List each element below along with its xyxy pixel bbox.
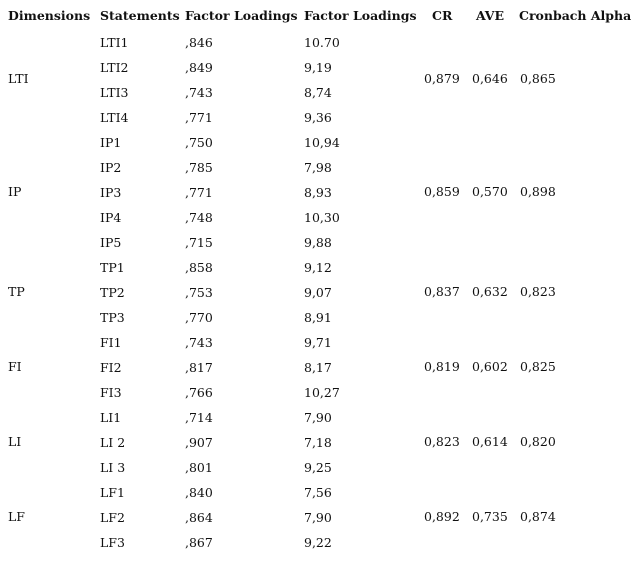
statement-cell: IP3 bbox=[100, 185, 122, 200]
ave-value-ip: 0,570 bbox=[472, 184, 508, 199]
table-row bbox=[0, 308, 641, 333]
factor-loading-cell: ,867 bbox=[185, 535, 213, 550]
header-dimensions: Dimensions bbox=[8, 8, 91, 23]
dimension-label-lf: LF bbox=[8, 509, 25, 524]
alpha-value-lti: 0,865 bbox=[520, 71, 556, 86]
dimension-label-li: LI bbox=[8, 434, 22, 449]
table-row bbox=[0, 333, 641, 358]
table-row bbox=[0, 408, 641, 433]
header-ave: AVE bbox=[476, 8, 505, 23]
statement-cell: LI 3 bbox=[100, 460, 126, 475]
factor-loading-2-cell: 9,22 bbox=[304, 535, 332, 550]
cr-value-tp: 0,837 bbox=[424, 284, 460, 299]
factor-loading-cell: ,753 bbox=[185, 285, 213, 300]
statement-cell: LTI2 bbox=[100, 60, 129, 75]
factor-loading-cell: ,766 bbox=[185, 385, 213, 400]
cr-value-lf: 0,892 bbox=[424, 509, 460, 524]
statement-cell: LTI3 bbox=[100, 85, 129, 100]
factor-loading-cell: ,748 bbox=[185, 210, 213, 225]
cr-value-fi: 0,819 bbox=[424, 359, 460, 374]
table-row bbox=[0, 83, 641, 108]
ave-value-lf: 0,735 bbox=[472, 509, 508, 524]
statement-cell: TP1 bbox=[100, 260, 125, 275]
factor-loading-2-cell: 9,36 bbox=[304, 110, 332, 125]
factor-loading-cell: ,849 bbox=[185, 60, 213, 75]
alpha-value-ip: 0,898 bbox=[520, 184, 556, 199]
factor-loading-2-cell: 9,07 bbox=[304, 285, 332, 300]
ave-value-fi: 0,602 bbox=[472, 359, 508, 374]
cr-value-lti: 0,879 bbox=[424, 71, 460, 86]
factor-loading-2-cell: 9,19 bbox=[304, 60, 332, 75]
statement-cell: LTI1 bbox=[100, 35, 129, 50]
table-header bbox=[0, 8, 641, 28]
factor-loading-2-cell: 9,12 bbox=[304, 260, 332, 275]
factor-loading-2-cell: 8,17 bbox=[304, 360, 332, 375]
cr-value-li: 0,823 bbox=[424, 434, 460, 449]
factor-loading-cell: ,858 bbox=[185, 260, 213, 275]
factor-loading-2-cell: 9,88 bbox=[304, 235, 332, 250]
table-row bbox=[0, 208, 641, 233]
factor-loading-2-cell: 7,56 bbox=[304, 485, 332, 500]
header-statements: Statements bbox=[100, 8, 180, 23]
table-row bbox=[0, 533, 641, 558]
table-row bbox=[0, 158, 641, 183]
ave-value-lti: 0,646 bbox=[472, 71, 508, 86]
factor-loading-2-cell: 7,18 bbox=[304, 435, 332, 450]
table-row bbox=[0, 33, 641, 58]
factor-loading-2-cell: 8,74 bbox=[304, 85, 332, 100]
header-cronbach-alpha: Cronbach Alpha bbox=[519, 8, 632, 23]
header-factor-loadings-2: Factor Loadings bbox=[304, 8, 417, 23]
factor-loading-cell: ,771 bbox=[185, 110, 213, 125]
factor-loading-cell: ,907 bbox=[185, 435, 213, 450]
ave-value-li: 0,614 bbox=[472, 434, 508, 449]
dimension-label-ip: IP bbox=[8, 184, 22, 199]
statement-cell: LF2 bbox=[100, 510, 125, 525]
statement-cell: FI2 bbox=[100, 360, 122, 375]
cr-value-ip: 0,859 bbox=[424, 184, 460, 199]
factor-loading-cell: ,785 bbox=[185, 160, 213, 175]
table-row bbox=[0, 258, 641, 283]
statement-cell: LI1 bbox=[100, 410, 122, 425]
factor-loading-cell: ,770 bbox=[185, 310, 213, 325]
factor-loading-2-cell: 9,25 bbox=[304, 460, 332, 475]
statement-cell: IP2 bbox=[100, 160, 122, 175]
statement-cell: FI3 bbox=[100, 385, 122, 400]
statement-cell: LI 2 bbox=[100, 435, 126, 450]
factor-loading-cell: ,743 bbox=[185, 85, 213, 100]
statement-cell: IP4 bbox=[100, 210, 122, 225]
statement-cell: LF1 bbox=[100, 485, 125, 500]
factor-loading-cell: ,743 bbox=[185, 335, 213, 350]
factor-loading-cell: ,750 bbox=[185, 135, 213, 150]
factor-loading-2-cell: 10,30 bbox=[304, 210, 340, 225]
alpha-value-fi: 0,825 bbox=[520, 359, 556, 374]
factor-loading-cell: ,771 bbox=[185, 185, 213, 200]
header-factor-loadings-1: Factor Loadings bbox=[185, 8, 298, 23]
table-row bbox=[0, 458, 641, 483]
statement-cell: TP3 bbox=[100, 310, 125, 325]
factor-loading-2-cell: 7,90 bbox=[304, 410, 332, 425]
dimension-label-fi: FI bbox=[8, 359, 22, 374]
dimension-label-lti: LTI bbox=[8, 71, 29, 86]
factor-loading-2-cell: 8,93 bbox=[304, 185, 332, 200]
factor-loading-2-cell: 7,98 bbox=[304, 160, 332, 175]
table-row bbox=[0, 233, 641, 258]
factor-loading-cell: ,840 bbox=[185, 485, 213, 500]
factor-loading-2-cell: 10,27 bbox=[304, 385, 340, 400]
ave-value-tp: 0,632 bbox=[472, 284, 508, 299]
factor-loading-2-cell: 8,91 bbox=[304, 310, 332, 325]
factor-loading-cell: ,801 bbox=[185, 460, 213, 475]
statement-cell: IP1 bbox=[100, 135, 122, 150]
factor-loading-cell: ,864 bbox=[185, 510, 213, 525]
table-row bbox=[0, 133, 641, 158]
table-row bbox=[0, 483, 641, 508]
factor-loading-cell: ,715 bbox=[185, 235, 213, 250]
factor-loading-2-cell: 9,71 bbox=[304, 335, 332, 350]
factor-loading-2-cell: 7,90 bbox=[304, 510, 332, 525]
factor-loading-2-cell: 10.70 bbox=[304, 35, 340, 50]
dimension-label-tp: TP bbox=[8, 284, 25, 299]
factor-loading-cell: ,846 bbox=[185, 35, 213, 50]
alpha-value-li: 0,820 bbox=[520, 434, 556, 449]
statement-cell: LF3 bbox=[100, 535, 125, 550]
statement-cell: LTI4 bbox=[100, 110, 129, 125]
statement-cell: FI1 bbox=[100, 335, 122, 350]
statement-cell: IP5 bbox=[100, 235, 122, 250]
alpha-value-tp: 0,823 bbox=[520, 284, 556, 299]
factor-loading-cell: ,714 bbox=[185, 410, 213, 425]
statement-cell: TP2 bbox=[100, 285, 125, 300]
alpha-value-lf: 0,874 bbox=[520, 509, 556, 524]
table-row bbox=[0, 108, 641, 133]
table-row bbox=[0, 383, 641, 408]
factor-loading-2-cell: 10,94 bbox=[304, 135, 340, 150]
factor-loading-cell: ,817 bbox=[185, 360, 213, 375]
header-cr: CR bbox=[432, 8, 453, 23]
